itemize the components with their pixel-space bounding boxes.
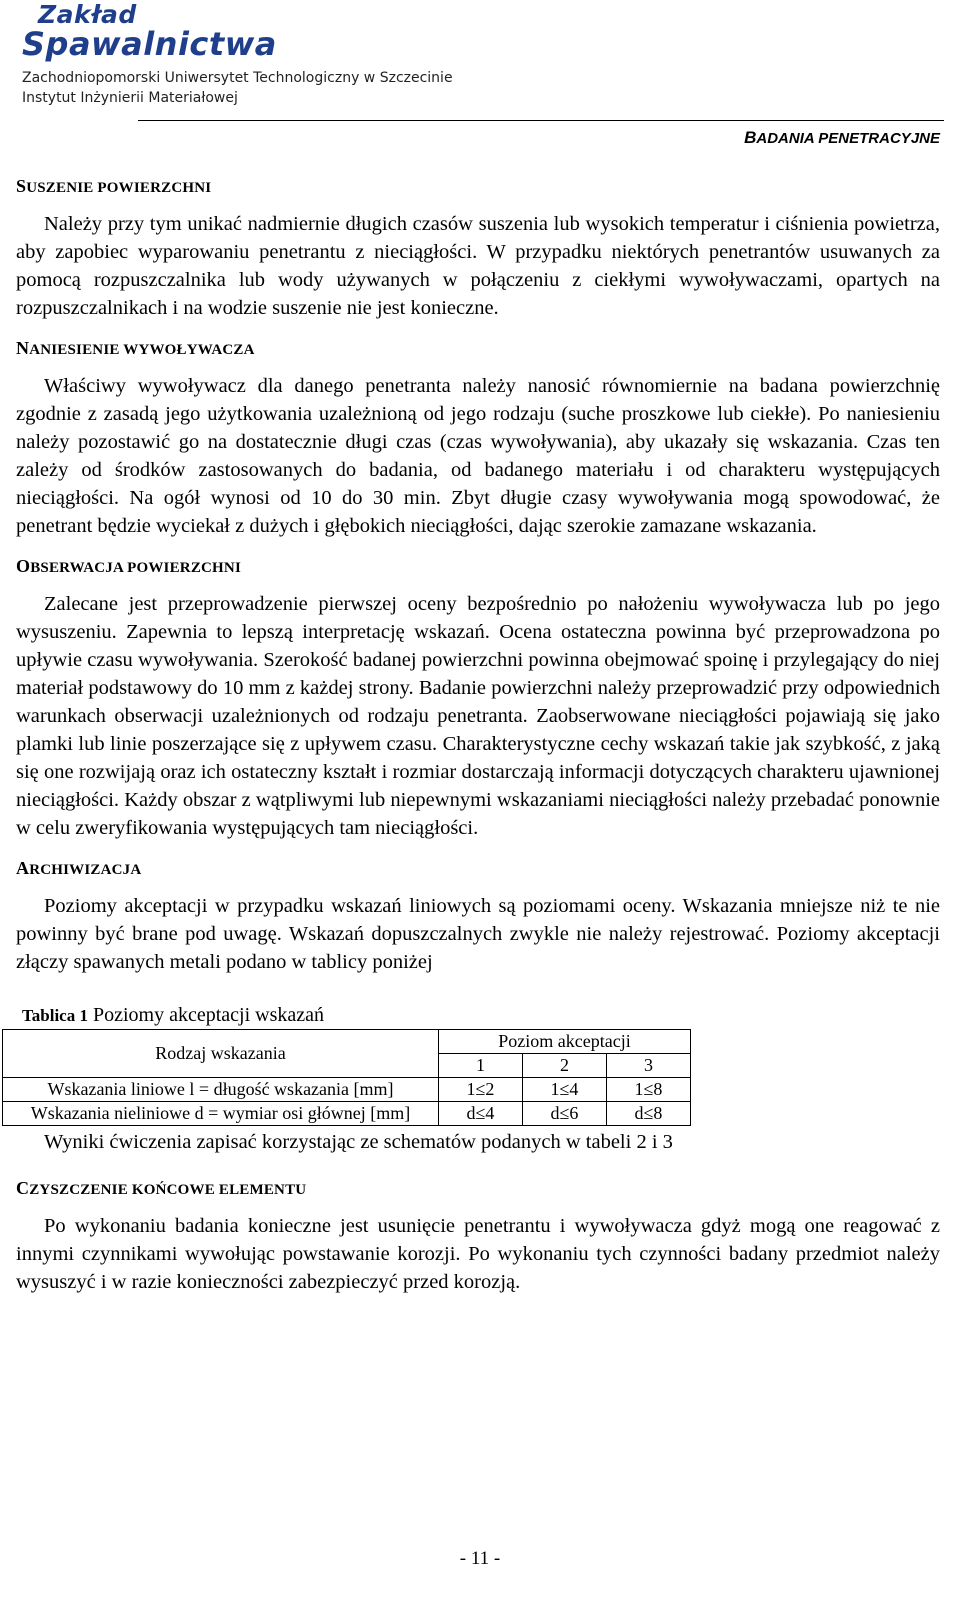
institution-block	[22, 68, 453, 108]
document-body	[16, 174, 940, 1310]
table-cell: d≤8	[607, 1102, 691, 1126]
table-cell: d≤6	[523, 1102, 607, 1126]
running-head-initial: B	[744, 128, 757, 147]
section-heading-developer: NANIESIENIE WYWOŁYWACZA	[16, 338, 255, 358]
section-text-archiving: Poziomy akceptacji w przypadku wskazań liniowych są poziomami oceny. Wskazania mniejsze niż te nie powinny być brane pod uwagę. Wskazań dopuszczalnych zwykle nie należy rejestrować. Poziomy akceptacji złączy spawanych metali podano w tablicy poniżej	[16, 895, 940, 973]
university-name: Zachodniopomorski Uniwersytet Technologiczny w Szczecinie	[22, 70, 453, 86]
table-header-type: Rodzaj wskazania	[3, 1030, 439, 1078]
table-level-1: 1	[439, 1054, 523, 1078]
table-level-3: 3	[607, 1054, 691, 1078]
after-table-note: Wyniki ćwiczenia zapisać korzystając ze schematów podanych w tabeli 2 i 3	[44, 1131, 673, 1153]
table-cell: d≤4	[439, 1102, 523, 1126]
acceptance-levels-table	[2, 1029, 691, 1126]
section-heading-cleaning: CZYSZCZENIE KOŃCOWE ELEMENTU	[16, 1178, 307, 1198]
table-cell: Wskazania liniowe l = długość wskazania [mm]	[3, 1078, 439, 1102]
running-head-rest: ADANIA PENETRACYJNE	[756, 130, 940, 147]
section-text-cleaning: Po wykonaniu badania konieczne jest usunięcie penetrantu i wywoływacza gdyż mogą one reagować z innymi czynnikami wywołując powstawanie korozji. Po wykonaniu tych czynności badany przedmiot należy wysuszyć i w razie konieczności zabezpieczyć przed korozją.	[16, 1215, 940, 1293]
section-heading-drying: SUSZENIE POWIERZCHNI	[16, 176, 212, 196]
table-cell: Wskazania nieliniowe d = wymiar osi głównej [mm]	[3, 1102, 439, 1126]
table-header-level: Poziom akceptacji	[439, 1030, 691, 1054]
table-cell: 1≤4	[523, 1078, 607, 1102]
table-row	[3, 1078, 691, 1102]
logo-line-2: Spawalnictwa	[22, 25, 277, 63]
section-text-drying: Należy przy tym unikać nadmiernie długich czasów suszenia lub wysokich temperatur i ciśnienia powietrza, aby zapobiec wyparowaniu penetrantu z nieciągłości. W przypadku niektórych penetrantów usuwanych za pomocą rozpuszczalnika lub wody używanych w połączeniu z ciekłymi wywoływaczami, opartych na rozpuszczalnikach i na wodzie suszenie nie jest konieczne.	[16, 213, 940, 319]
section-text-developer: Właściwy wywoływacz dla danego penetranta należy nanosić równomiernie na badana powierzchnię zgodnie z zasadą jego użytkowania uzależnioną od jego rodzaju (suche proszkowe lub ciekłe). Po naniesieniu należy pozostawić go na dostatecznie długi czas (czas wywoływania), aby ukazały się wskazania. Czas ten zależy od środków zastosowanych do badania, od badanego materiału i od charakteru występujących nieciągłości. Na ogół wynosi od 10 do 30 min. Zbyt długie czasy wywoływania mogą spowodować, że penetrant będzie wyciekał z dużych i głębokich nieciągłości, dając szerokie zamazane wskazania.	[16, 375, 940, 537]
table-cell: 1≤2	[439, 1078, 523, 1102]
section-text-observation: Zalecane jest przeprowadzenie pierwszej oceny bezpośrednio po nałożeniu wywoływacza lub po jego wysuszeniu. Zapewnia to lepszą interpretację wskazań. Ocena ostateczna powinna być przeprowadzona po upływie czasu wywoływania. Szerokość badanej powierzchni powinna obejmować spoinę i przylegający do niej materiał podstawowy do 10 mm z każdej strony. Badanie powierzchni należy przeprowadzić przy odpowiednich warunkach obserwacji uzależnionych od rodzaju penetranta. Zaobserwowane nieciągłości pojawiają się jako plamki lub linie poszerzające się z upływem czasu. Charakterystyczne cechy wskazań takie jak szybkość, z jaką się one rozwijają oraz ich ostateczny kształt i rozmiar dostarczają informacji dotyczących charakteru ujawnionej nieciągłości. Każdy obszar z wątpliwymi lub niepewnymi wskazaniami nieciągłości należy przebadać ponownie w celu zweryfikowania występujących tam nieciągłości.	[16, 593, 940, 839]
table-row	[3, 1102, 691, 1126]
logo	[22, 2, 277, 61]
section-heading-observation: OBSERWACJA POWIERZCHNI	[16, 556, 241, 576]
table-level-2: 2	[523, 1054, 607, 1078]
table-header-row	[3, 1030, 691, 1054]
table-cell: 1≤8	[607, 1078, 691, 1102]
header-rule	[138, 120, 944, 121]
table-caption: Tablica 1 Poziomy akceptacji wskazań	[22, 1004, 325, 1026]
section-heading-archiving: ARCHIWIZACJA	[16, 858, 142, 878]
logo-line-1: Zakład	[38, 0, 137, 29]
running-head	[744, 128, 940, 148]
institute-name: Instytut Inżynierii Materiałowej	[22, 90, 238, 106]
page-number: - 11 -	[459, 1548, 501, 1569]
